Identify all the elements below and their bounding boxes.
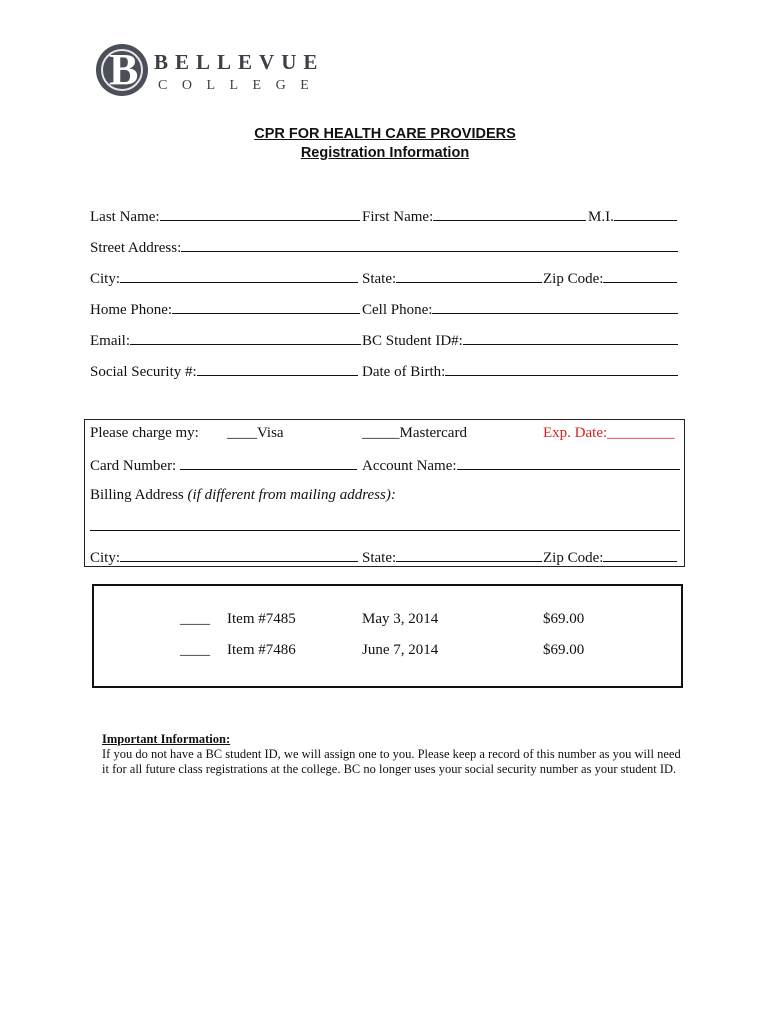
billing-city-field[interactable]	[90, 547, 358, 567]
account-name-label: Account Name:	[362, 458, 457, 474]
cell-phone-field[interactable]	[362, 299, 678, 319]
student-id-field[interactable]	[362, 330, 678, 350]
charge-label: Please charge my:	[90, 425, 199, 441]
form-title: CPR FOR HEALTH CARE PROVIDERS	[254, 126, 516, 142]
exp-date-label: Exp. Date:	[543, 425, 608, 441]
street-address-label: Street Address:	[90, 240, 182, 256]
first-name-label: First Name:	[362, 209, 434, 225]
logo-letter: B	[109, 45, 139, 94]
last-name-field[interactable]	[90, 206, 360, 226]
email-label: Email:	[90, 333, 130, 349]
info-body: If you do not have a BC student ID, we will assign one to you. Please keep a record of this number as you will need it for all future class registrations at the college. BC no longer uses your social security number as your student ID.	[102, 747, 681, 776]
ssn-label: Social Security #:	[90, 364, 197, 380]
item-7485-price: $69.00	[543, 611, 585, 627]
item-7485-number: Item #7485	[227, 611, 296, 627]
item-7486-date: June 7, 2014	[362, 642, 439, 658]
home-phone-field[interactable]	[90, 299, 360, 319]
visa-label: Visa	[257, 425, 284, 441]
item-7485-checkbox[interactable]: ____	[180, 611, 210, 627]
mi-field[interactable]	[588, 206, 677, 226]
street-address-field[interactable]	[90, 237, 678, 257]
student-id-label: BC Student ID#:	[362, 333, 463, 349]
logo-emblem	[96, 44, 148, 96]
mastercard-blank: _____	[362, 425, 400, 441]
exp-date-field[interactable]	[543, 424, 675, 442]
zip-label: Zip Code:	[543, 271, 604, 287]
visa-option[interactable]	[227, 424, 284, 442]
billing-zip-field[interactable]	[543, 547, 677, 567]
info-heading: Important Information:	[102, 732, 231, 746]
mi-label: M.I.	[588, 209, 614, 225]
item-7486-checkbox[interactable]: ____	[180, 642, 210, 658]
form-subtitle: Registration Information	[300, 145, 470, 161]
zip-field[interactable]	[543, 268, 677, 288]
exp-date-blank: _________	[607, 425, 675, 441]
item-7485-date: May 3, 2014	[362, 611, 439, 627]
card-number-field[interactable]	[90, 455, 357, 475]
billing-zip-label: Zip Code:	[543, 550, 604, 566]
card-number-label: Card Number:	[90, 458, 177, 474]
city-field[interactable]	[90, 268, 358, 288]
important-information	[102, 732, 682, 777]
billing-label: Billing Address	[90, 487, 184, 503]
city-label: City:	[90, 271, 121, 287]
logo-word-college: COLLEGE	[158, 78, 324, 93]
state-label: State:	[362, 271, 397, 287]
email-field[interactable]	[90, 330, 361, 350]
account-name-field[interactable]	[362, 455, 680, 475]
college-logo	[96, 44, 336, 104]
dob-label: Date of Birth:	[362, 364, 446, 380]
billing-state-label: State:	[362, 550, 397, 566]
ssn-field[interactable]	[90, 361, 358, 381]
dob-field[interactable]	[362, 361, 678, 381]
billing-note: (if different from mailing address):	[187, 487, 396, 503]
mastercard-label: Mastercard	[399, 425, 467, 441]
item-7486-price: $69.00	[543, 642, 585, 658]
cell-phone-label: Cell Phone:	[362, 302, 433, 318]
logo-word-bellevue: BELLEVUE	[154, 50, 325, 74]
billing-address-label	[90, 486, 396, 504]
mastercard-option[interactable]	[362, 424, 467, 442]
items-box	[92, 584, 683, 688]
first-name-field[interactable]	[362, 206, 586, 226]
state-field[interactable]	[362, 268, 542, 288]
home-phone-label: Home Phone:	[90, 302, 173, 318]
visa-blank: ____	[227, 425, 257, 441]
billing-address-line[interactable]	[90, 530, 680, 531]
billing-city-label: City:	[90, 550, 121, 566]
billing-state-field[interactable]	[362, 547, 542, 567]
item-7486-number: Item #7486	[227, 642, 296, 658]
last-name-label: Last Name:	[90, 209, 160, 225]
